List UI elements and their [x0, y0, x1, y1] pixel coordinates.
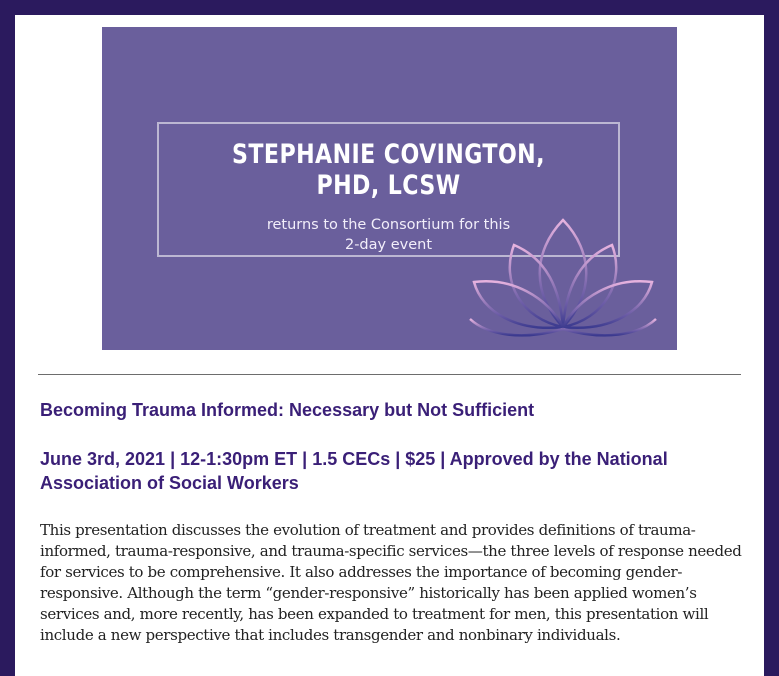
divider [38, 374, 741, 375]
event-title: Becoming Trauma Informed: Necessary but Not Sufficient [40, 400, 535, 420]
email-content [15, 15, 764, 676]
event-details: June 3rd, 2021 | 12-1:30pm ET | 1.5 CECs | $25 | Approved by the National Association of Social Workers [40, 449, 668, 493]
banner-subtitle-line2: 2-day event [344, 237, 433, 253]
event-banner-image [102, 27, 677, 350]
lotus-icon [102, 27, 677, 350]
speaker-name-line1: STEPHANIE COVINGTON, [232, 139, 545, 170]
banner-subtitle-line1: returns to the Consortium for this [266, 217, 511, 233]
speaker-name-line2: PHD, LCSW [316, 170, 461, 201]
event-description: This presentation discusses the evolution of treatment and provides definitions of trauma-informed, trauma-responsive, and trauma-specific services—the three levels of response needed for services to be comprehensive. It also addresses the importance of becoming gender-responsive. Although the term “gender-responsive” historically has been applied women’s services and, more recently, has been expanded to treatment for men, this presentation will include a new perspective that includes transgender and nonbinary individuals. [40, 521, 742, 644]
